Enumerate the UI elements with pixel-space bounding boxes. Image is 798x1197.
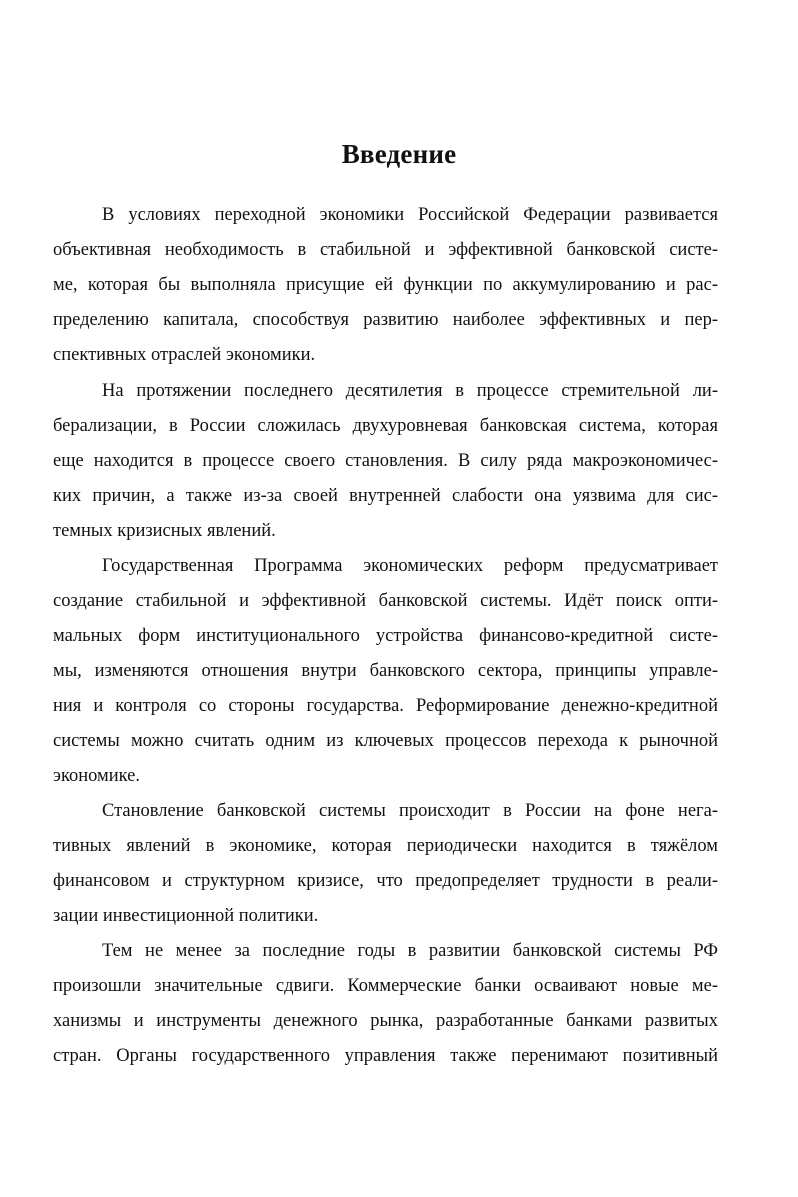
text-line: тивных явлений в экономике, которая периодически находится в тяжёлом (53, 836, 718, 856)
text-line: ния и контроля со стороны государства. Реформирование денежно-кредитной (53, 696, 718, 716)
text-line: пределению капитала, способствуя развитию наиболее эффективных и пер- (53, 310, 718, 330)
text-line: произошли значительные сдвиги. Коммерческие банки осваивают новые ме- (53, 976, 718, 996)
text-line: мы, изменяются отношения внутри банковского сектора, принципы управле- (53, 661, 718, 681)
text-line: финансовом и структурном кризисе, что предопределяет трудности в реали- (53, 871, 718, 891)
text-line: Становление банковской системы происходит в России на фоне нега- (102, 801, 718, 821)
text-line: ких причин, а также из-за своей внутренней слабости она уязвима для сис- (53, 486, 718, 506)
text-line: Государственная Программа экономических реформ предусматривает (102, 556, 718, 576)
page-title: Введение (341, 139, 457, 169)
text-line: Тем не менее за последние годы в развитии банковской системы РФ (102, 941, 718, 961)
text-line: мальных форм институционального устройства финансово-кредитной систе- (53, 626, 718, 646)
text-line: В условиях переходной экономики Российской Федерации развивается (102, 205, 718, 225)
text-line: темных кризисных явлений. (53, 521, 276, 541)
text-line: берализации, в России сложилась двухуровневая банковская система, которая (53, 416, 718, 436)
text-line: зации инвестиционной политики. (53, 906, 319, 926)
text-line: системы можно считать одним из ключевых процессов перехода к рыночной (53, 731, 718, 751)
text-line: создание стабильной и эффективной банковской системы. Идёт поиск опти- (53, 591, 718, 611)
text-line: еще находится в процессе своего становления. В силу ряда макроэкономичес- (53, 451, 718, 471)
text-line: На протяжении последнего десятилетия в процессе стремительной ли- (102, 381, 718, 401)
text-line: ханизмы и инструменты денежного рынка, разработанные банками развитых (53, 1011, 718, 1031)
text-line: экономике. (53, 766, 141, 786)
text-line: ме, которая бы выполняла присущие ей функции по аккумулированию и рас- (53, 275, 718, 295)
text-line: стран. Органы государственного управления также перенимают позитивный (53, 1046, 718, 1066)
text-line: спективных отраслей экономики. (53, 345, 316, 365)
text-line: объективная необходимость в стабильной и эффективной банковской систе- (53, 240, 718, 260)
